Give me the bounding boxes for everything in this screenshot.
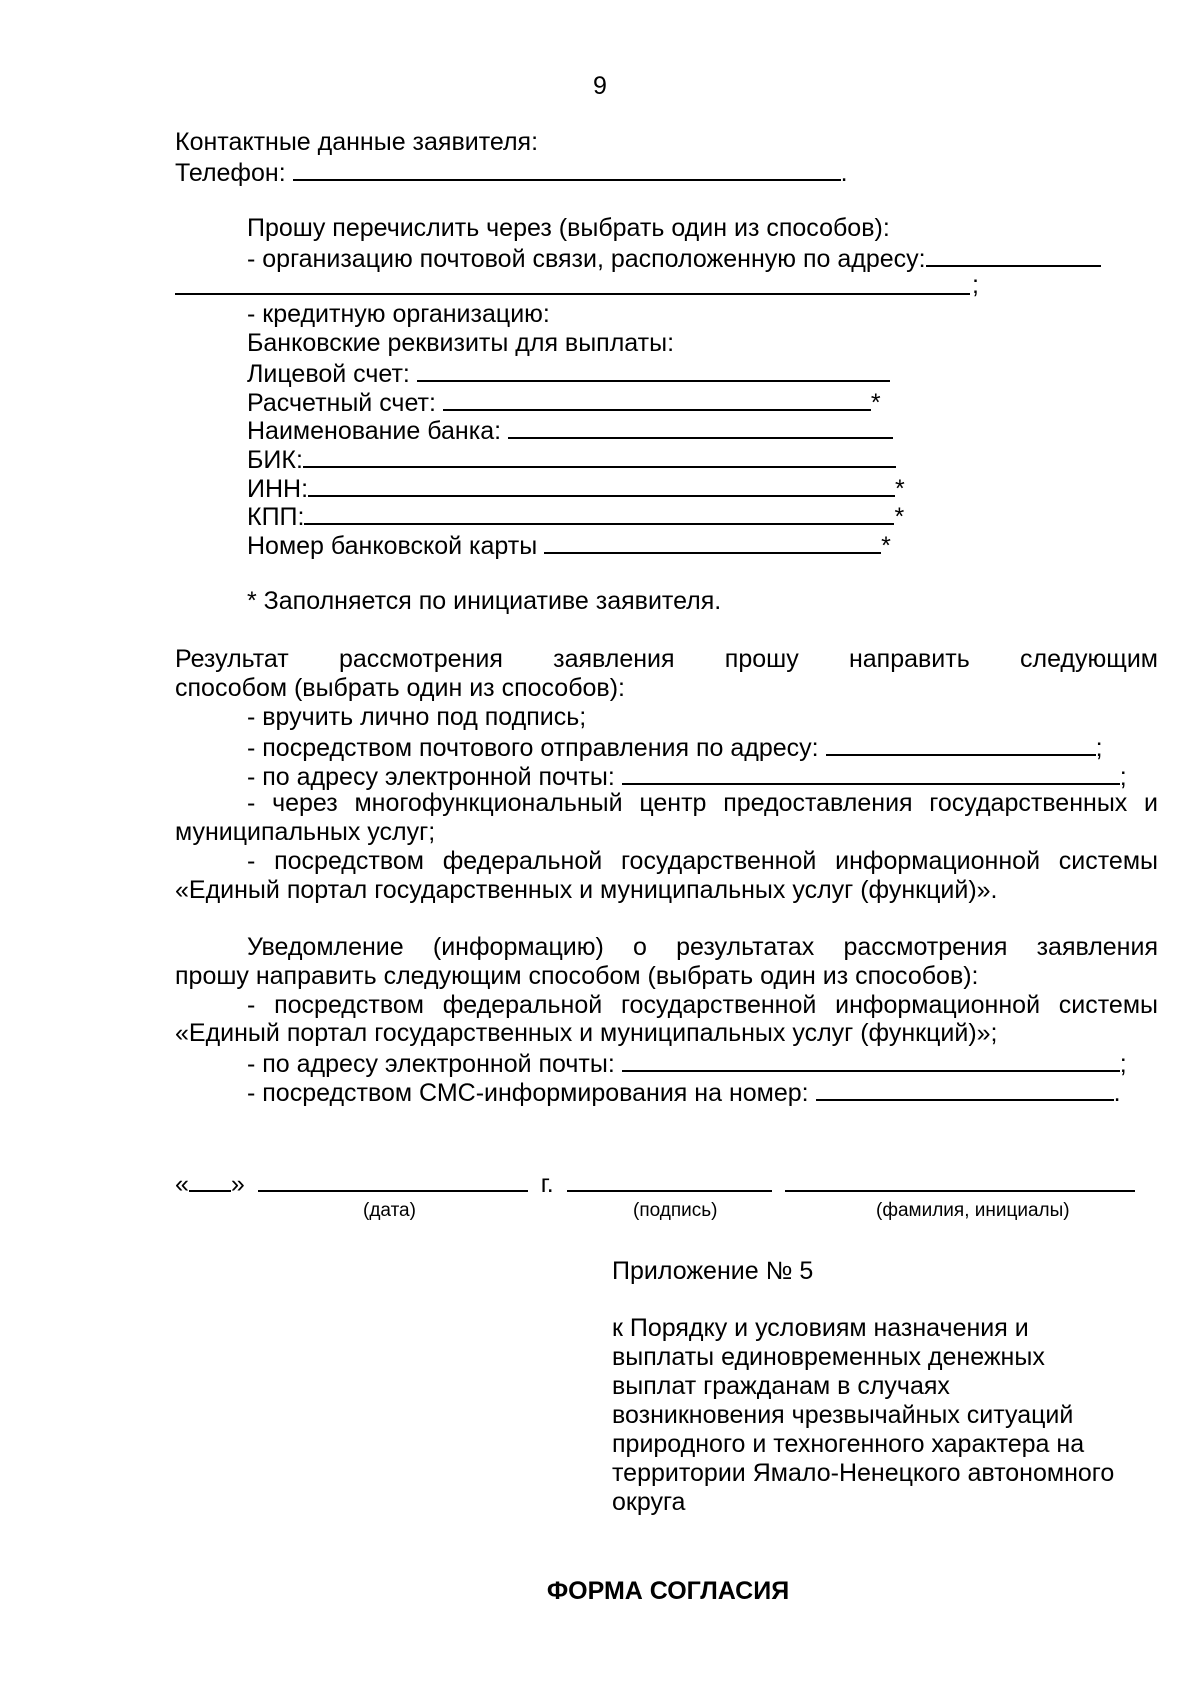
card-number-field[interactable] <box>544 530 881 554</box>
result-opt-mfc-line1: - через многофункциональный центр предоставления государственных и <box>247 789 1158 817</box>
notification-opt-sms-label: - посредством СМС-информирования на номер: <box>247 1079 809 1107</box>
signature-field[interactable] <box>567 1168 772 1192</box>
phone-row <box>175 157 848 187</box>
result-opt-mfc-line2: муниципальных услуг; <box>175 818 436 846</box>
personal-account-row <box>247 358 890 388</box>
asterisk-mark: * <box>894 503 905 531</box>
year-mark: г. <box>540 1170 554 1198</box>
appendix-line: территории Ямало-Ненецкого автономного <box>612 1459 1115 1487</box>
semicolon: ; <box>1095 734 1103 762</box>
bik-label: БИК: <box>247 446 303 474</box>
inn-field[interactable] <box>308 473 895 497</box>
appendix-text <box>612 1314 1114 1517</box>
bik-row <box>247 444 896 474</box>
notification-intro-line1: Уведомление (информацию) о результатах рассмотрения заявления <box>247 933 1158 961</box>
result-intro-line1: Результат рассмотрения заявления прошу направить следующим <box>175 645 1158 673</box>
notification-email-field[interactable] <box>622 1048 1120 1072</box>
result-opt-epgu-line1: - посредством федеральной государственной информационной системы <box>247 847 1158 875</box>
card-number-label: Номер банковской карты <box>247 532 538 560</box>
post-org-label: - организацию почтовой связи, расположенную по адресу: <box>247 245 926 273</box>
signature-row <box>175 1168 1135 1198</box>
post-org-address-field[interactable] <box>926 243 1101 267</box>
result-post-address-field[interactable] <box>826 732 1096 756</box>
result-opt-post-label: - посредством почтового отправления по адресу: <box>247 734 819 762</box>
kpp-row <box>247 501 904 531</box>
notification-opt-epgu-line2: «Единый портал государственных и муниципальных услуг (функций)»; <box>175 1019 998 1047</box>
settlement-account-field[interactable] <box>443 387 871 411</box>
post-org-end: ; <box>972 271 979 299</box>
settlement-account-row <box>247 387 881 417</box>
asterisk-mark: * <box>895 475 905 503</box>
appendix-line: округа <box>612 1488 686 1516</box>
card-number-row <box>247 530 891 560</box>
sms-number-field[interactable] <box>816 1077 1114 1101</box>
notification-opt-email-row <box>247 1048 1127 1078</box>
bank-name-row <box>247 415 893 445</box>
name-caption: (фамилия, инициалы) <box>876 1200 1070 1221</box>
day-field[interactable] <box>189 1168 231 1192</box>
asterisk-mark: * <box>870 389 881 417</box>
date-caption: (дата) <box>363 1200 416 1221</box>
footnote: * Заполняется по инициативе заявителя. <box>247 587 722 615</box>
personal-account-label: Лицевой счет: <box>247 360 410 388</box>
notification-opt-email-label: - по адресу электронной почты: <box>247 1050 615 1078</box>
post-org-row <box>247 243 1101 273</box>
contacts-heading: Контактные данные заявителя: <box>175 128 539 156</box>
notification-opt-sms-row <box>247 1077 1121 1107</box>
appendix-line: выплат гражданам в случаях <box>612 1372 950 1400</box>
inn-label: ИНН: <box>247 475 309 503</box>
result-opt-post-row <box>247 732 1103 762</box>
bank-name-field[interactable] <box>508 415 893 439</box>
result-opt-personal: - вручить лично под подпись; <box>247 703 587 731</box>
settlement-account-label: Расчетный счет: <box>247 389 436 417</box>
phone-label: Телефон: <box>175 159 286 187</box>
form-title: ФОРМА СОГЛАСИЯ <box>546 1577 790 1605</box>
phone-end: . <box>840 159 848 187</box>
bank-name-label: Наименование банка: <box>247 417 502 445</box>
personal-account-field[interactable] <box>417 358 890 382</box>
semicolon: ; <box>1119 1050 1127 1078</box>
month-field[interactable] <box>258 1168 528 1192</box>
appendix-line: природного и техногенного характера на <box>612 1430 1085 1458</box>
bank-details-label: Банковские реквизиты для выплаты: <box>247 329 675 357</box>
notification-intro-line2: прошу направить следующим способом (выбрать один из способов): <box>175 962 979 990</box>
full-name-field[interactable] <box>785 1168 1135 1192</box>
post-org-address-field-2[interactable] <box>175 293 970 295</box>
page-number: 9 <box>593 72 607 100</box>
quote-open: « <box>175 1170 189 1198</box>
result-opt-email-row <box>247 761 1127 791</box>
appendix-line: к Порядку и условиям назначения и <box>612 1314 1029 1342</box>
credit-org-label: - кредитную организацию: <box>247 300 550 328</box>
kpp-field[interactable] <box>304 501 894 525</box>
appendix-title: Приложение № 5 <box>612 1257 814 1285</box>
payment-intro: Прошу перечислить через (выбрать один из способов): <box>247 214 890 242</box>
asterisk-mark: * <box>881 532 891 560</box>
phone-field[interactable] <box>293 157 841 181</box>
period: . <box>1113 1079 1121 1107</box>
appendix-line: выплаты единовременных денежных <box>612 1343 1045 1371</box>
bik-field[interactable] <box>303 444 896 468</box>
kpp-label: КПП: <box>247 503 305 531</box>
result-intro-line2: способом (выбрать один из способов): <box>175 674 625 702</box>
semicolon: ; <box>1119 763 1127 791</box>
notification-opt-epgu-line1: - посредством федеральной государственной информационной системы <box>247 991 1158 1019</box>
result-opt-epgu-line2: «Единый портал государственных и муниципальных услуг (функций)». <box>175 876 998 904</box>
result-email-field[interactable] <box>622 761 1120 785</box>
result-opt-email-label: - по адресу электронной почты: <box>247 763 615 791</box>
quote-close: » <box>230 1170 245 1198</box>
appendix-line: возникновения чрезвычайных ситуаций <box>612 1401 1074 1429</box>
inn-row <box>247 473 905 503</box>
signature-caption: (подпись) <box>633 1200 718 1221</box>
